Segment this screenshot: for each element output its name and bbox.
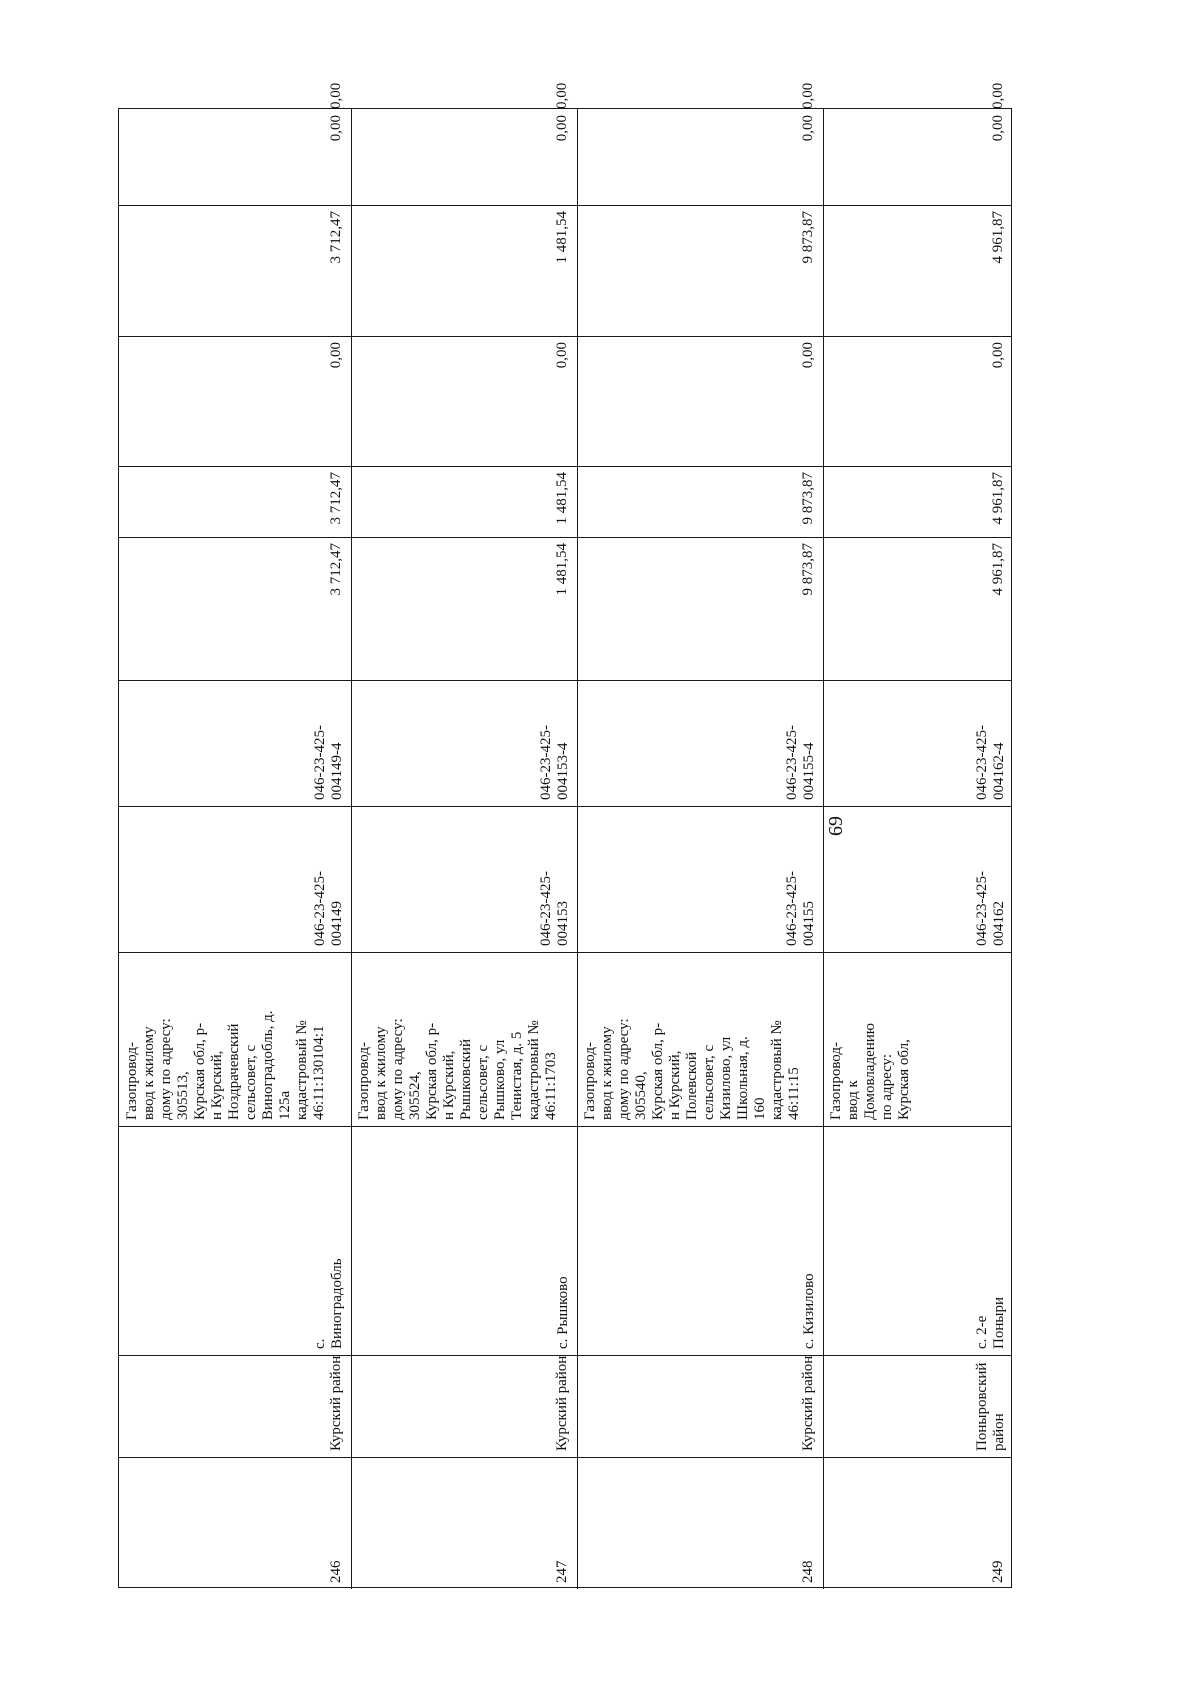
table-grid-line (119, 205, 1011, 206)
object-description: ввод к жилому (373, 1026, 389, 1120)
inventory-code: 004155-4 (801, 742, 817, 800)
table-grid-line (119, 806, 1011, 807)
value-cell-v3: 0,00 (554, 342, 570, 369)
table-grid-line (351, 109, 352, 1589)
object-description: 160 (752, 1097, 768, 1120)
object-code: 046-23-425- (974, 871, 990, 946)
page-number: 69 (825, 816, 847, 836)
object-description: по адресу: (879, 1053, 895, 1120)
object-description: сельсовет, с (701, 1044, 717, 1120)
object-description: Домовладению (862, 1022, 878, 1120)
object-description: 46:11:1703 (543, 1052, 559, 1120)
value-cell-v2: 1 481,54 (554, 472, 570, 525)
object-description: 46:11:15 (786, 1067, 802, 1120)
object-description: Газопровод- (124, 1042, 140, 1120)
object-description: Курская обл, (896, 1039, 912, 1120)
object-description: ввод к жилому (599, 1026, 615, 1120)
object-description: н Курский, (441, 1050, 457, 1120)
value-cell-v4: 3 712,47 (328, 211, 344, 264)
value-cell-v3: 0,00 (990, 342, 1006, 369)
table-grid-line (119, 537, 1011, 538)
object-description: сельсовет, с (243, 1044, 259, 1120)
locality-name: с. Кизилово (801, 1273, 817, 1349)
object-description: Газопровод- (828, 1042, 844, 1120)
district-name: Поныровский (974, 1362, 990, 1451)
object-description: сельсовет, с (475, 1044, 491, 1120)
value-cell-v5: 0,00 (328, 115, 344, 142)
value-cell-v1: 9 873,87 (800, 543, 816, 596)
row-number: 248 (800, 1560, 816, 1583)
locality-name: с. 2-е (974, 1315, 990, 1349)
object-description: 305540, (633, 1071, 649, 1120)
district-name: Курский район (554, 1355, 570, 1451)
value-cell-v4: 9 873,87 (800, 211, 816, 264)
inventory-code: 046-23-425- (312, 725, 328, 800)
value-cell-v4: 1 481,54 (554, 211, 570, 264)
value-cell-v2: 9 873,87 (800, 472, 816, 525)
row-number: 249 (990, 1560, 1006, 1583)
object-description: кадастровый № (526, 1020, 542, 1120)
locality-name: с. Рышково (555, 1276, 571, 1349)
inventory-code: 004153-4 (555, 742, 571, 800)
district-name: район (991, 1413, 1007, 1451)
object-description: Школьная, д. (735, 1036, 751, 1120)
value-cell-v6: 0,00 (800, 82, 816, 109)
object-description: н Курский, (667, 1050, 683, 1120)
table-grid-line (119, 1457, 1011, 1458)
object-description: Ноздрачевский (226, 1023, 242, 1120)
object-description: Виноградобль, д. (260, 1010, 276, 1120)
object-description: кадастровый № (769, 1020, 785, 1120)
value-cell-v2: 4 961,87 (990, 472, 1006, 525)
row-number: 247 (554, 1560, 570, 1583)
value-cell-v6: 0,00 (554, 82, 570, 109)
object-description: 125а (277, 1090, 293, 1120)
value-cell-v5: 0,00 (990, 115, 1006, 142)
object-code: 046-23-425- (538, 871, 554, 946)
value-cell-v1: 1 481,54 (554, 543, 570, 596)
object-code: 004149 (329, 901, 345, 946)
value-cell-v5: 0,00 (554, 115, 570, 142)
value-cell-v2: 3 712,47 (328, 472, 344, 525)
value-cell-v6: 0,00 (990, 82, 1006, 109)
data-table (118, 82, 1012, 1588)
row-number: 246 (328, 1560, 344, 1583)
object-description: н Курский, (209, 1050, 225, 1120)
object-description: кадастровый № (294, 1020, 310, 1120)
locality-name: с. (312, 1338, 328, 1349)
object-description: Курская обл, р- (192, 1022, 208, 1120)
object-description: ввод к жилому (141, 1026, 157, 1120)
object-code: 004153 (555, 901, 571, 946)
value-cell-v6: 0,00 (328, 82, 344, 109)
object-code: 046-23-425- (784, 871, 800, 946)
object-description: Кизилово, ул (718, 1036, 734, 1120)
inventory-code: 004149-4 (329, 742, 345, 800)
inventory-code: 046-23-425- (974, 725, 990, 800)
object-description: дому по адресу: (616, 1018, 632, 1120)
locality-name: Виноградобль (329, 1258, 345, 1349)
table-grid-line (119, 1126, 1011, 1127)
object-description: 46:11:130104:1 (311, 1025, 327, 1120)
table-grid-line (577, 109, 578, 1589)
object-description: Рышковский (458, 1039, 474, 1120)
table-grid-line (823, 109, 824, 1589)
object-description: Курская обл, р- (650, 1022, 666, 1120)
table-grid-line (119, 466, 1011, 467)
inventory-code: 046-23-425- (784, 725, 800, 800)
value-cell-v1: 3 712,47 (328, 543, 344, 596)
object-description: 305524, (407, 1071, 423, 1120)
object-code: 004162 (991, 901, 1007, 946)
district-name: Курский район (800, 1355, 816, 1451)
table-grid-line (119, 336, 1011, 337)
inventory-code: 004162-4 (991, 742, 1007, 800)
object-code: 046-23-425- (312, 871, 328, 946)
inventory-code: 046-23-425- (538, 725, 554, 800)
object-description: ввод к (845, 1080, 861, 1120)
district-name: Курский район (328, 1355, 344, 1451)
object-description: Тенистая, д. 5 (509, 1031, 525, 1120)
object-description: Газопровод- (356, 1042, 372, 1120)
object-description: дому по адресу: (158, 1018, 174, 1120)
object-description: 305513, (175, 1071, 191, 1120)
locality-name: Поныри (991, 1297, 1007, 1349)
table-grid-line (119, 680, 1011, 681)
table-grid-line (119, 952, 1011, 953)
object-description: Полевской (684, 1052, 700, 1120)
object-description: дому по адресу: (390, 1018, 406, 1120)
value-cell-v4: 4 961,87 (990, 211, 1006, 264)
value-cell-v1: 4 961,87 (990, 543, 1006, 596)
value-cell-v5: 0,00 (800, 115, 816, 142)
value-cell-v3: 0,00 (328, 342, 344, 369)
object-description: Рышково, ул (492, 1039, 508, 1120)
value-cell-v3: 0,00 (800, 342, 816, 369)
object-description: Газопровод- (582, 1042, 598, 1120)
object-description: Курская обл, р- (424, 1022, 440, 1120)
object-code: 004155 (801, 901, 817, 946)
